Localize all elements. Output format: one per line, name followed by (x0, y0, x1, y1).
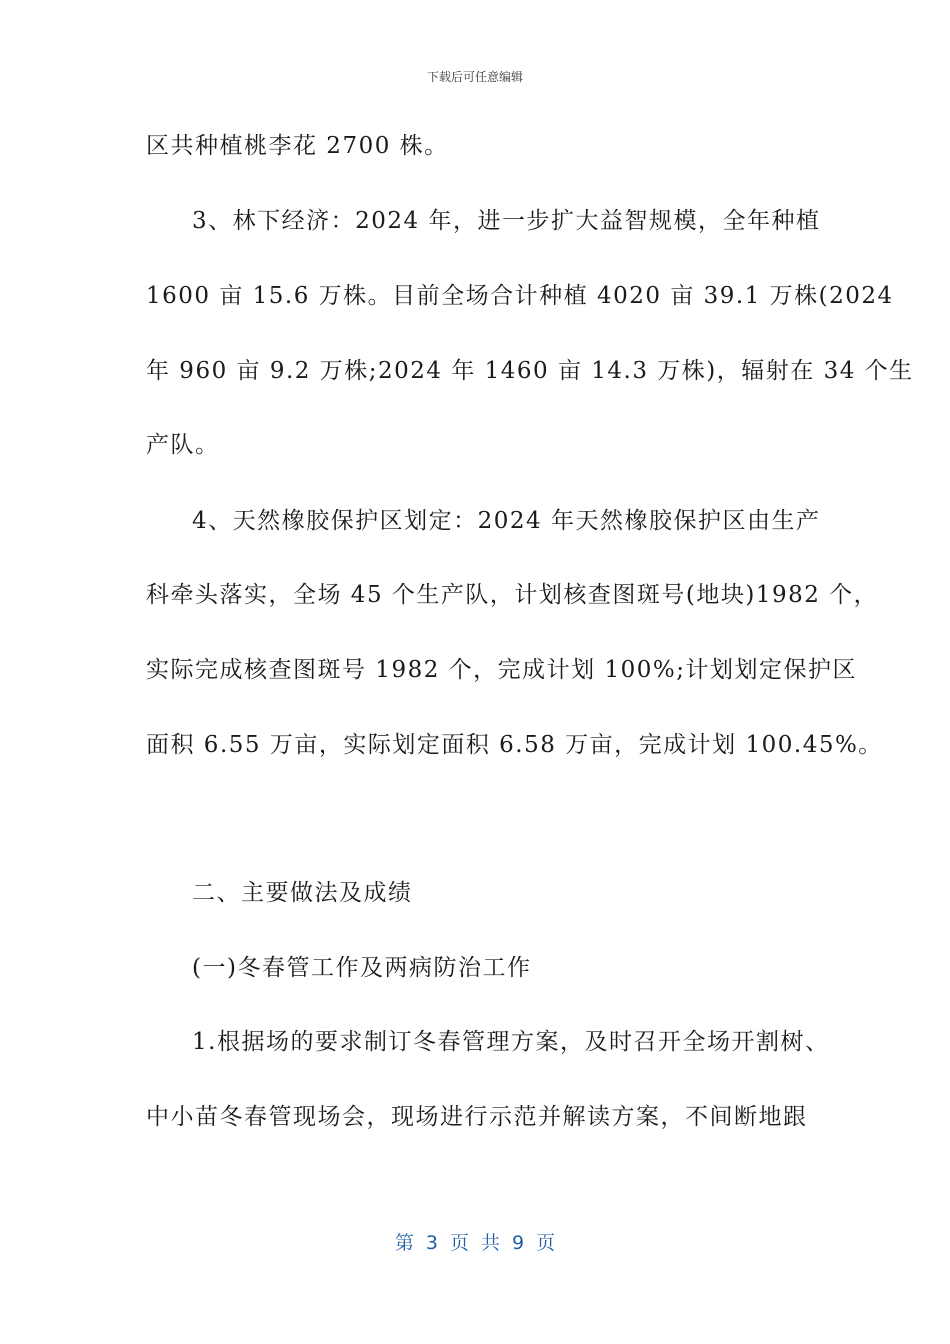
subsection-heading: (一)冬春管工作及两病防治工作 (192, 955, 532, 981)
text-line: 4、天然橡胶保护区划定：2024 年天然橡胶保护区由生产 (192, 508, 821, 534)
text-line: 1600 亩 15.6 万株。目前全场合计种植 4020 亩 39.1 万株(2024 (146, 283, 894, 309)
text-line: 产队。 (146, 432, 220, 458)
page-header: 下载后可任意编辑 (426, 70, 523, 84)
text-line: 区共种植桃李花 2700 株。 (146, 133, 449, 159)
text-line: 面积 6.55 万亩，实际划定面积 6.58 万亩，完成计划 100.45%。 (146, 732, 883, 758)
text-line: 中小苗冬春管现场会，现场进行示范并解读方案，不间断地跟 (146, 1104, 808, 1130)
text-line: 1.根据场的要求制订冬春管理方案，及时召开全场开割树、 (192, 1029, 830, 1055)
text-line: 科牵头落实，全场 45 个生产队，计划核查图斑号(地块)1982 个， (146, 582, 879, 608)
text-line: 3、林下经济：2024 年，进一步扩大益智规模，全年种植 (192, 208, 821, 234)
section-heading: 二、主要做法及成绩 (192, 880, 413, 906)
text-line: 实际完成核查图斑号 1982 个，完成计划 100%;计划划定保护区 (146, 657, 857, 683)
text-line: 年 960 亩 9.2 万株;2024 年 1460 亩 14.3 万株)，辐射在 34 个生 (146, 358, 914, 384)
page-number-footer: 第 3 页 共 9 页 (394, 1232, 556, 1254)
